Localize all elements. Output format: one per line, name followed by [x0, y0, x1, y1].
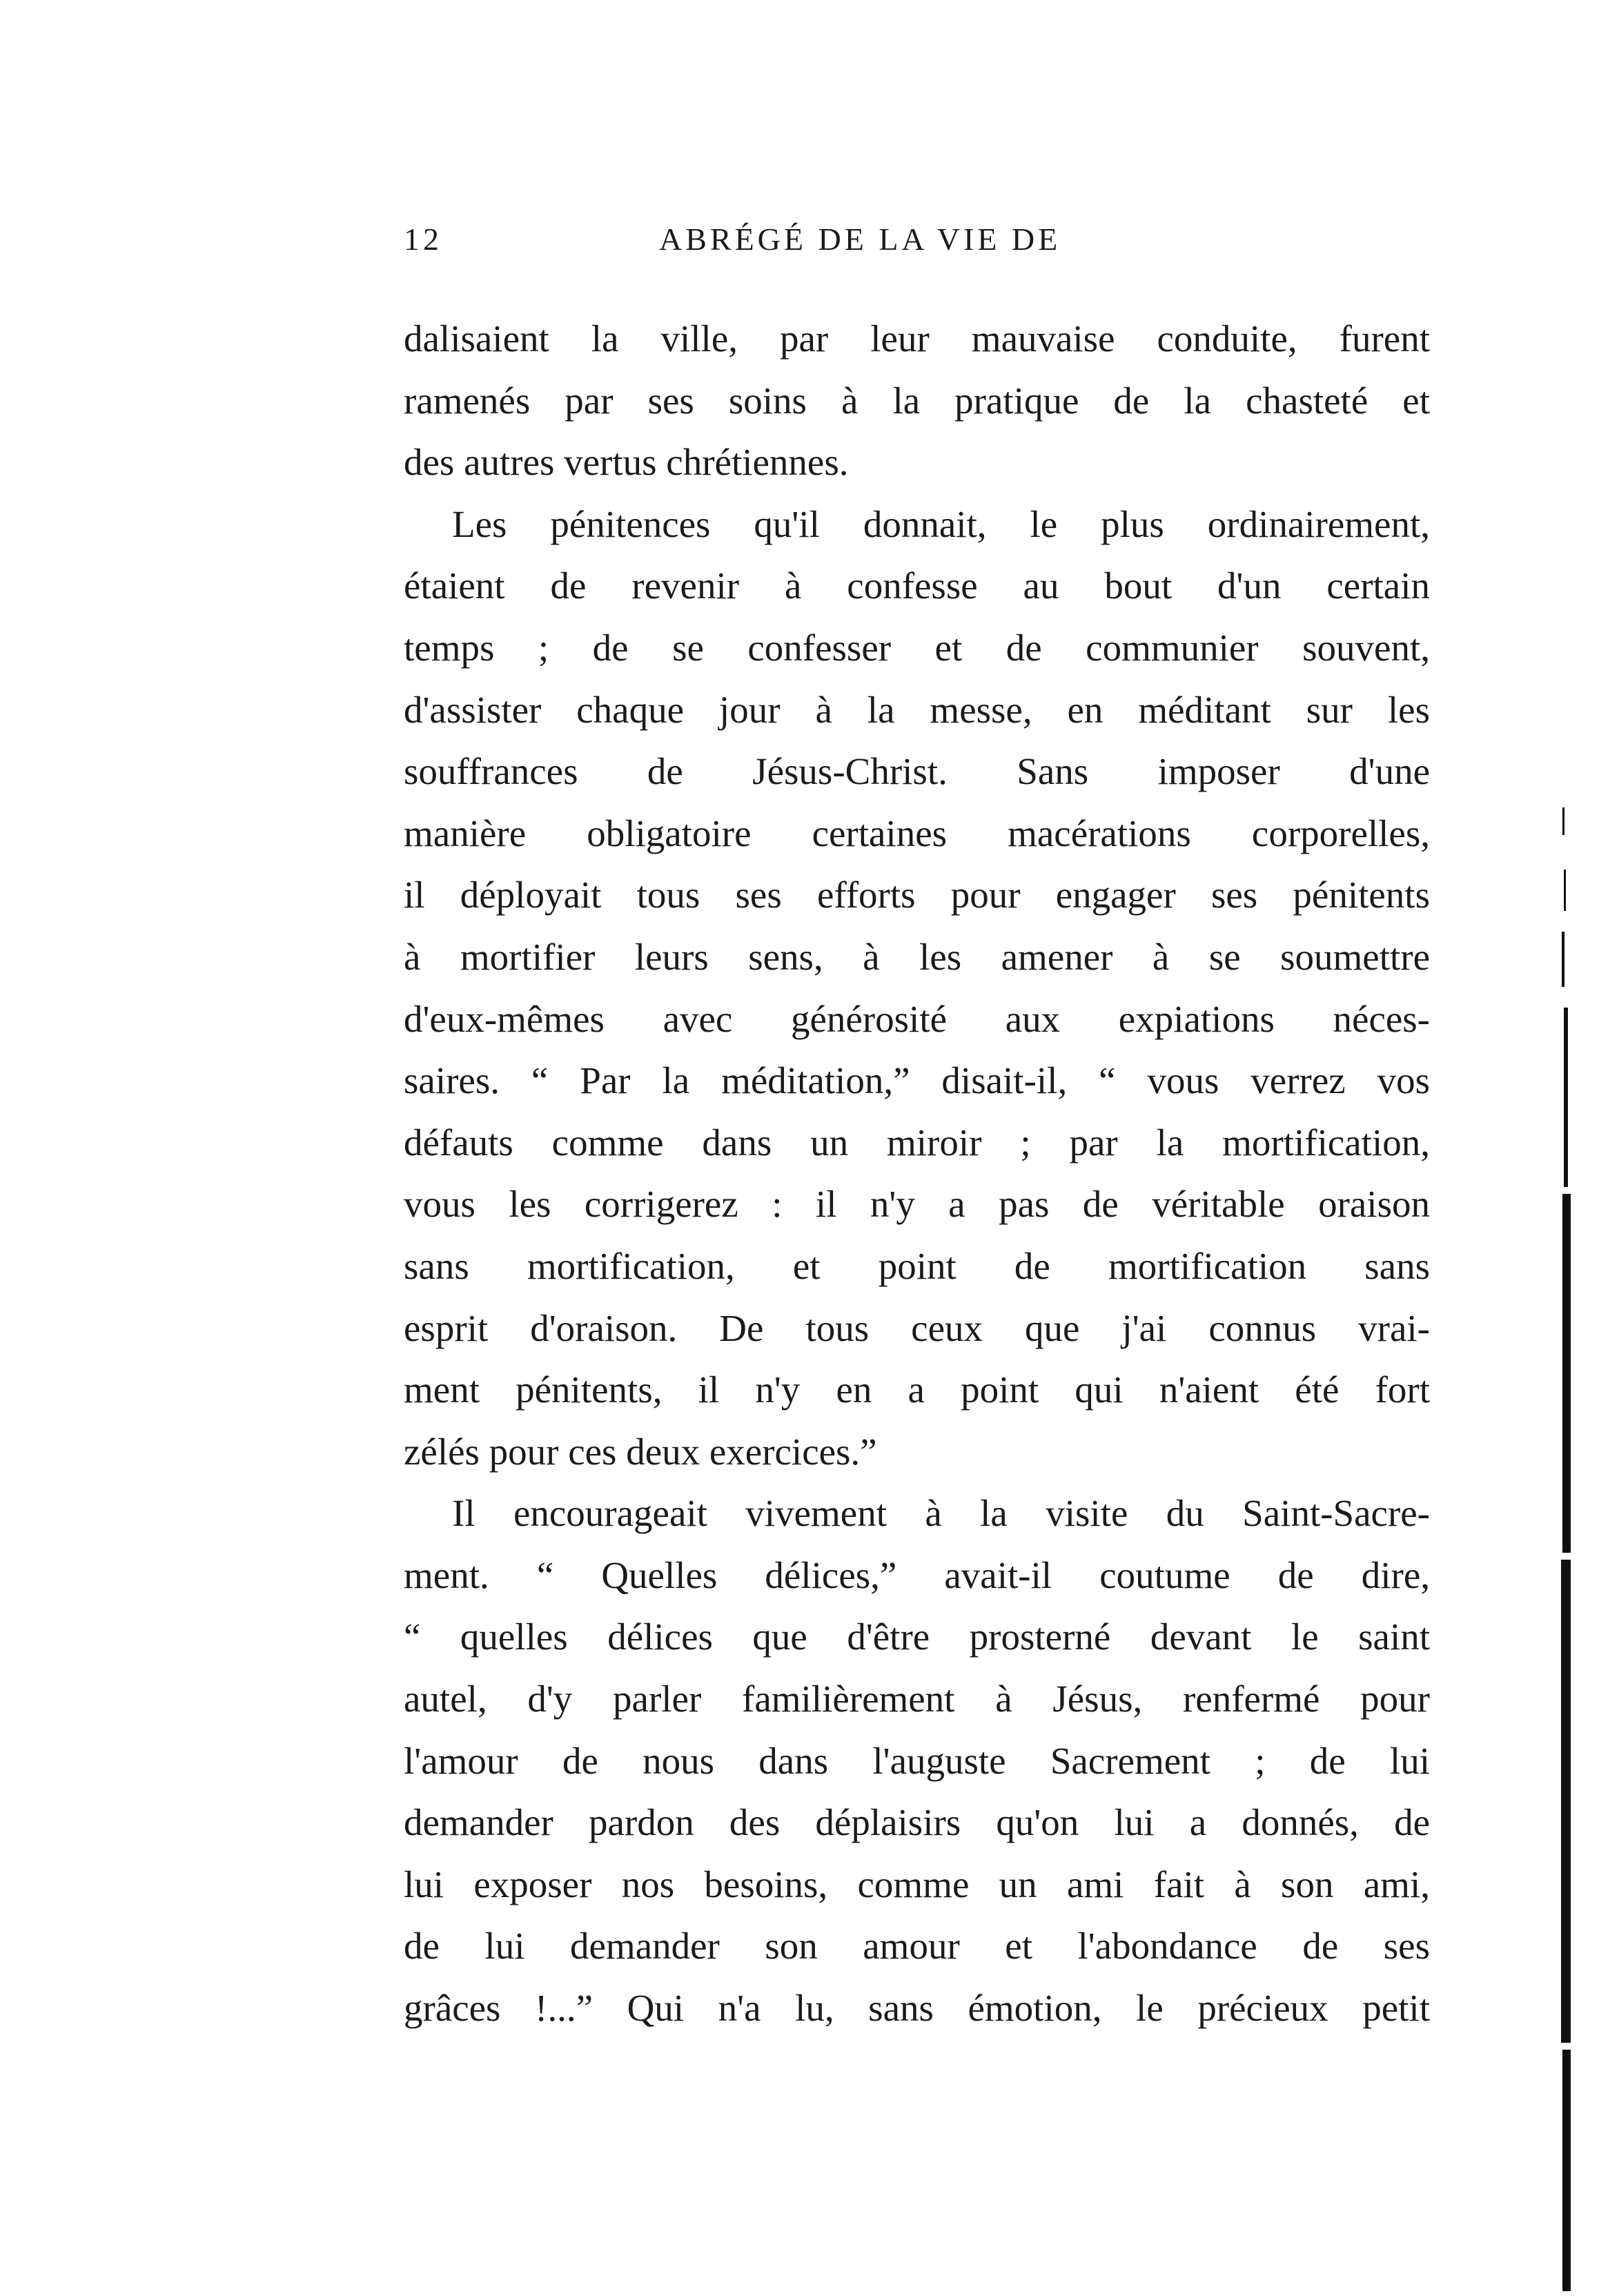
text-line: étaient de revenir à confesse au bout d'un certain [404, 565, 1430, 607]
edge-streak [1564, 1008, 1568, 1187]
text-line: zélés pour ces deux exercices.” [404, 1430, 877, 1473]
edge-streak [1562, 1194, 1571, 1553]
text-line: autel, d'y parler familièrement à Jésus, renfermé pour [404, 1678, 1430, 1720]
text-line: lui exposer nos besoins, comme un ami fait à son ami, [404, 1863, 1430, 1905]
text-line: dalisaient la ville, par leur mauvaise conduite, furent [404, 317, 1430, 360]
text-line: d'assister chaque jour à la messe, en méditant sur les [404, 688, 1430, 731]
running-title: ABRÉGÉ DE LA VIE DE [659, 222, 1061, 257]
text-line: souffrances de Jésus-Christ. Sans imposer d'une [404, 750, 1430, 793]
text-line: l'amour de nous dans l'auguste Sacrement ; de lui [404, 1739, 1430, 1782]
text-line: à mortifier leurs sens, à les amener à se soumettre [404, 935, 1430, 978]
text-line: Les pénitences qu'il donnait, le plus ordinairement, [452, 502, 1430, 545]
text-line: esprit d'oraison. De tous ceux que j'ai connus vrai- [404, 1306, 1430, 1349]
text-line: il déployait tous ses efforts pour engager ses pénitents [404, 874, 1430, 916]
text-line: Il encourageait vivement à la visite du Saint-Sacre- [452, 1492, 1430, 1535]
text-line: de lui demander son amour et l'abondance de ses [404, 1925, 1430, 1968]
text-line: saires. “ Par la méditation,” disait-il, “ vous verrez vos [404, 1059, 1430, 1102]
text-line: des autres vertus chrétiennes. [404, 441, 849, 484]
edge-streak [1562, 2050, 1571, 2291]
edge-streak [1564, 870, 1566, 911]
text-line: demander pardon des déplaisirs qu'on lui a donnés, de [404, 1801, 1430, 1844]
text-line: sans mortification, et point de mortification sans [404, 1244, 1430, 1287]
text-line: d'eux-mêmes avec générosité aux expiations néces- [404, 997, 1430, 1040]
edge-streak [1562, 807, 1564, 835]
body-text [404, 308, 1430, 2039]
binding-edge-shadow [1558, 807, 1573, 2291]
edge-streak [1561, 1560, 1571, 2043]
text-line: vous les corrigerez : il n'y a pas de véritable oraison [404, 1183, 1430, 1226]
text-line: grâces !...” Qui n'a lu, sans émotion, le précieux petit [404, 1987, 1430, 2030]
text-line: temps ; de se confesser et de communier souvent, [404, 626, 1430, 669]
text-line: “ quelles délices que d'être prosterné devant le saint [404, 1616, 1430, 1658]
text-line: ment pénitents, il n'y en a point qui n'aient été fort [404, 1368, 1430, 1411]
text-line: ramenés par ses soins à la pratique de la chasteté et [404, 379, 1430, 422]
running-head [404, 221, 1430, 283]
edge-streak [1562, 932, 1564, 987]
text-line: ment. “ Quelles délices,” avait-il coutume de dire, [404, 1553, 1430, 1596]
page-number: 12 [404, 222, 442, 257]
text-line: manière obligatoire certaines macérations corporelles, [404, 812, 1430, 854]
text-line: défauts comme dans un miroir ; par la mortification, [404, 1121, 1430, 1164]
